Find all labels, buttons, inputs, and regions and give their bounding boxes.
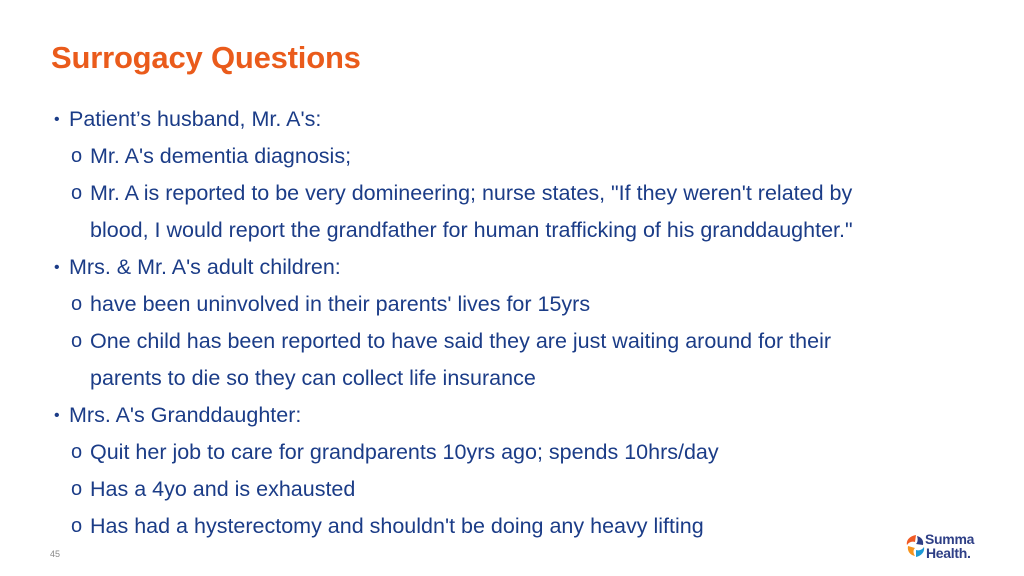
sub-bullet-item [48,323,988,360]
bullet-item [48,249,988,286]
sub-bullet-item [48,138,988,175]
sub-bullet-text: have been uninvolved in their parents' lives for 15yrs [90,292,591,316]
sub-bullet-marker: o [71,441,83,463]
sub-bullet-text: Has a 4yo and is exhausted [90,477,356,501]
sub-bullet-item [48,434,988,471]
sub-bullet-marker: o [71,293,83,315]
sub-bullet-item [48,508,988,545]
bullet-text: Mrs. & Mr. A's adult children: [69,255,341,279]
sub-bullet-marker: o [71,145,83,167]
bullet-item [48,101,988,138]
sub-bullet-continuation [48,360,988,397]
bullet-list [48,101,988,545]
sub-bullet-item [48,175,988,212]
sub-bullet-text: Mr. A is reported to be very domineering; nurse states, "If they weren't related by [90,181,853,205]
summa-health-logo-icon [904,532,926,560]
bullet-text: Mrs. A's Granddaughter: [69,403,302,427]
sub-bullet-text: blood, I would report the grandfather for human trafficking of his granddaughter." [90,218,853,242]
bullet-text: Patient’s husband, Mr. A's: [69,107,322,131]
sub-bullet-text: Quit her job to care for grandparents 10yrs ago; spends 10hrs/day [90,440,719,464]
bullet-marker: • [54,111,60,128]
bullet-marker: • [54,259,60,276]
sub-bullet-continuation [48,212,988,249]
sub-bullet-marker: o [71,515,83,537]
summa-health-logo [904,529,994,565]
bullet-marker: • [54,407,60,424]
logo-text-line2: Health. [926,545,971,561]
sub-bullet-text: Has had a hysterectomy and shouldn't be doing any heavy lifting [90,514,704,538]
sub-bullet-item [48,471,988,508]
slide-title: Surrogacy Questions [51,40,361,75]
sub-bullet-text: parents to die so they can collect life insurance [90,366,536,390]
sub-bullet-text: Mr. A's dementia diagnosis; [90,144,352,168]
bullet-item [48,397,988,434]
sub-bullet-marker: o [71,330,83,352]
sub-bullet-marker: o [71,182,83,204]
sub-bullet-marker: o [71,478,83,500]
logo-text-line1: Summa [925,531,975,547]
page-number: 45 [50,549,61,559]
sub-bullet-text: One child has been reported to have said they are just waiting around for their [90,329,832,353]
sub-bullet-item [48,286,988,323]
